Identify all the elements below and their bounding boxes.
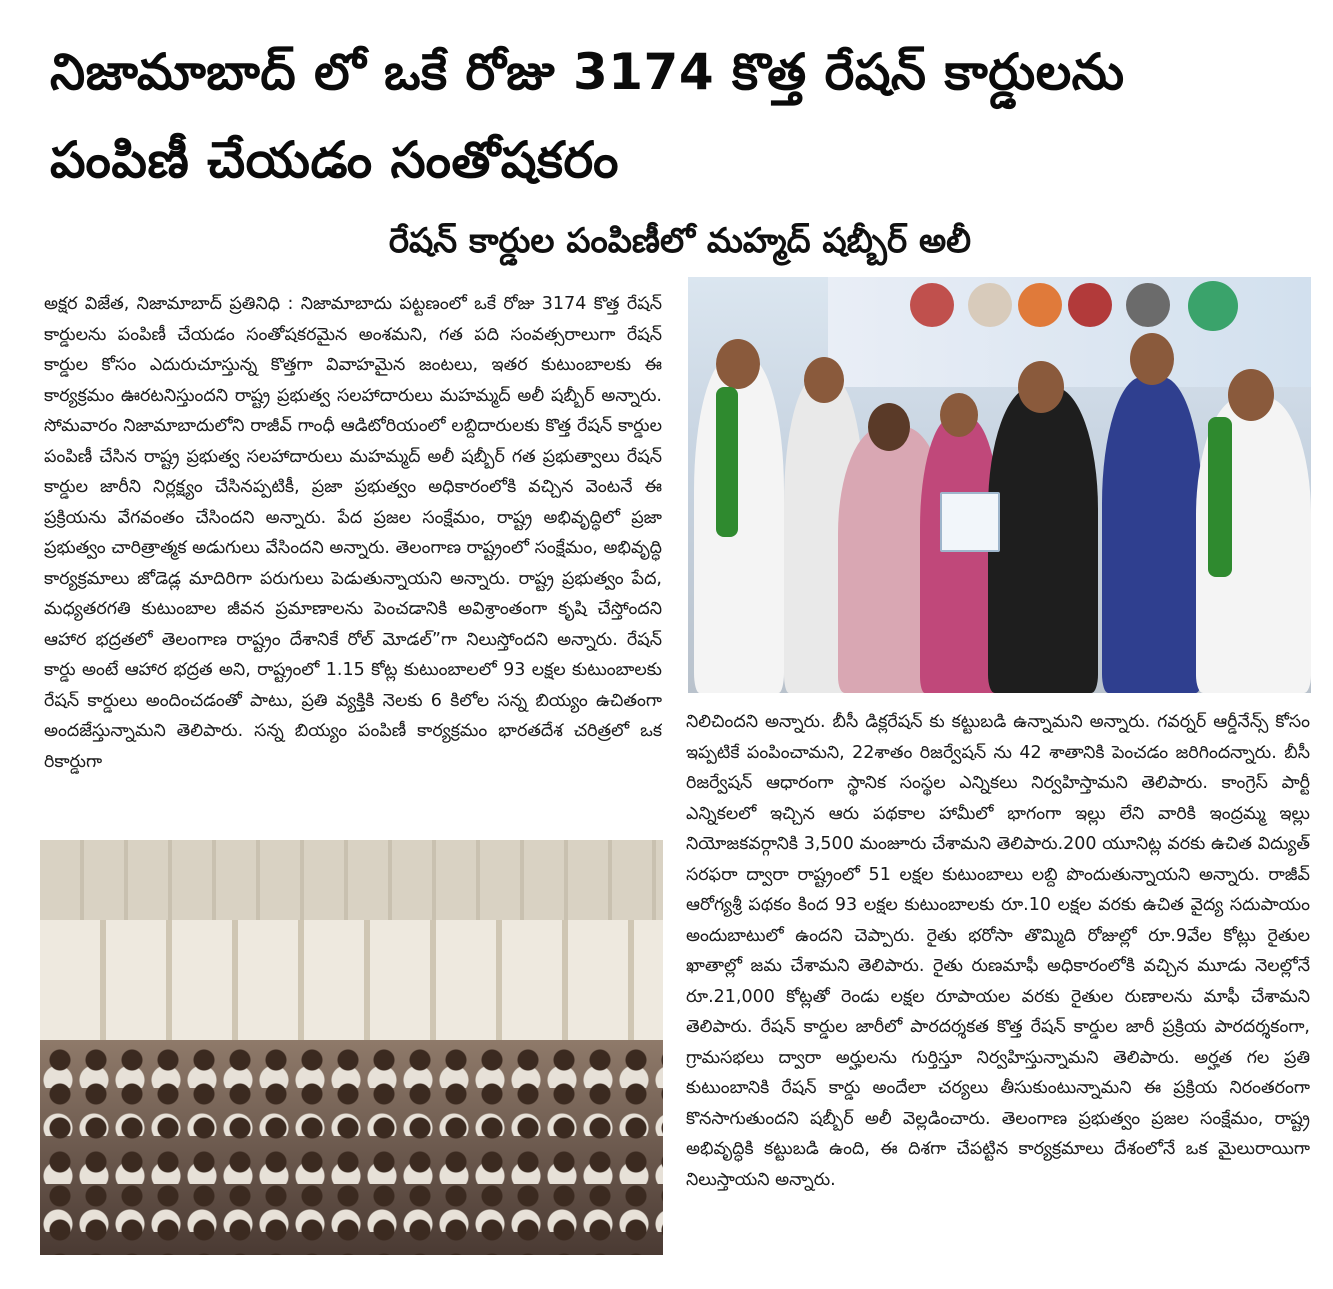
auditorium-wall xyxy=(40,920,663,1060)
auditorium-ceiling xyxy=(40,840,663,920)
ceremony-photo xyxy=(688,277,1311,693)
stage-banner xyxy=(828,277,1311,387)
person-in-black-vest xyxy=(988,387,1098,693)
person-head xyxy=(940,393,978,437)
person-head xyxy=(804,357,844,403)
person-head xyxy=(1228,369,1274,421)
person-in-blue-shirt xyxy=(1102,377,1202,693)
green-scarf xyxy=(716,387,738,537)
headline-line-2: పంపిణీ చేయడం సంతోషకరం xyxy=(50,131,619,189)
seated-audience xyxy=(40,1040,663,1255)
person-head xyxy=(868,403,910,451)
banner-portrait xyxy=(910,283,954,327)
person xyxy=(694,357,784,693)
banner-portrait xyxy=(1068,283,1112,327)
person-head xyxy=(1018,361,1064,413)
audience-photo xyxy=(40,840,663,1255)
banner-portrait xyxy=(1126,283,1170,327)
article-body-left-column: అక్షర విజేత, నిజామాబాద్ ప్రతినిధి : నిజామాబాదు పట్టణంలో ఒకే రోజు 3174 కొత్త రేషన్ కార్డులను పంపిణీ చేయడం సంతోషకరమైన అంశమని, గత పది సంవత్సరాలుగా రేషన్ కార్డుల కోసం ఎదురుచూస్తున్న కొత్తగా వివాహమైన జంటలు, ఇతర కుటుంబాలకు ఈ కార్యక్రమం ఊరటనిస్తుందని రాష్ట్ర ప్రభుత్వ సలహాదారులు మహమ్మద్ అలీ షబ్బీర్ అన్నారు. సోమవారం నిజామాబాదులోని రాజీవ్ గాంధీ ఆడిటోరియంలో లబ్దిదారులకు కొత్త రేషన్ కార్డుల పంపిణీ చేసిన రాష్ట్ర ప్రభుత్వ సలహాదారులు మహమ్మద్ అలీ షబ్బీర్ గత ప్రభుత్వాలు రేషన్ కార్డుల జారీని నిర్లక్ష్యం చేసినప్పటికీ, ప్రజా ప్రభుత్వం అధికారంలోకి వచ్చిన వెంటనే ఈ ప్రక్రియను వేగవంతం చేసిందని అన్నారు. పేద ప్రజల సంక్షేమం, రాష్ట్ర అభివృద్ధిలో ప్రజా ప్రభుత్వం చారిత్రాత్మక అడుగులు వేసిందని అన్నారు. తెలంగాణ రాష్ట్రంలో సంక్షేమం, అభివృద్ధి కార్యక్రమాలు జోడెడ్ల మాదిరిగా పరుగులు పెడుతున్నాయని అన్నారు. రాష్ట్ర ప్రభుత్వం పేద, మధ్యతరగతి కుటుంబాల జీవన ప్రమాణాలను పెంచడానికి అవిశ్రాంతంగా కృషి చేస్తోందని ఆహార భద్రతలో తెలంగాణ రాష్ట్రం దేశానికే రోల్ మోడల్”గా నిలుస్తోందని అన్నారు. రేషన్ కార్డు అంటే ఆహార భద్రత అని, రాష్ట్రంలో 1.15 కోట్ల కుటుంబాలలో 93 లక్షల కుటుంబాలకు రేషన్ కార్డులు అందించడంతో పాటు, ప్రతి వ్యక్తికి నెలకు 6 కిలోల సన్న బియ్యం ఉచితంగా అందజేస్తున్నామని తెలిపారు. సన్న బియ్యం పంపిణీ కార్యక్రమం భారతదేశ చరిత్రలో ఒక రికార్డుగా xyxy=(44,294,662,772)
person-head xyxy=(716,339,760,389)
ration-card xyxy=(940,492,1000,552)
person-head xyxy=(1130,333,1174,385)
banner-portrait xyxy=(1018,283,1062,327)
banner-portrait xyxy=(968,283,1012,327)
article-body-right-column: నిలిచిందని అన్నారు. బీసీ డిక్లరేషన్ కు కట్టుబడి ఉన్నామని అన్నారు. గవర్నర్ ఆర్డీనేన్స్ కోసం ఇప్పటికే పంపించామని, 22శాతం రిజర్వేషన్ ను 42 శాతానికి పెంచడం జరిగిందన్నారు. బీసీ రిజర్వేషన్ ఆధారంగా స్థానిక సంస్థల ఎన్నికలు నిర్వహిస్తామని తెలిపారు. కాంగ్రెస్ పార్టీ ఎన్నికలలో ఇచ్చిన ఆరు పథకాల హామీలో భాగంగా ఇల్లు లేని వారికి ఇంద్రమ్మ ఇల్లు నియోజకవర్గానికి 3,500 మంజూరు చేశామని తెలిపారు.200 యూనిట్ల వరకు ఉచిత విద్యుత్ సరఫరా ద్వారా రాష్ట్రంలో 51 లక్షల కుటుంబాలు లబ్ది పొందుతున్నాయని అన్నారు. రాజీవ్ ఆరోగ్యశ్రీ పథకం కింద 93 లక్షల కుటుంబాలకు రూ.10 లక్షల వరకు ఉచిత వైద్య సదుపాయం అందుబాటులో ఉందని చెప్పారు. రైతు భరోసా తొమ్మిది రోజుల్లో రూ.9వేల కోట్లు రైతుల ఖాతాల్లో జమ చేశామని తెలిపారు. రైతు రుణమాఫీ అధికారంలోకి వచ్చిన మూడు నెలల్లోనే రూ.21,000 కోట్లతో రెండు లక్షల రూపాయల వరకు రైతుల రుణాలను మాఫీ చేశామని తెలిపారు. రేషన్ కార్డుల జారీలో పారదర్శకత కొత్త రేషన్ కార్డుల జారీ ప్రక్రియ పారదర్శకంగా, గ్రామసభలు ద్వారా అర్హులను గుర్తిస్తూ నిర్వహిస్తున్నామని తెలిపారు. అర్హత గల ప్రతి కుటుంబానికి రేషన్ కార్డు అందేలా చర్యలు తీసుకుంటున్నామని ఈ ప్రక్రియ నిరంతరంగా కొనసాగుతుందని షబ్బీర్ అలీ వెల్లడించారు. తెలంగాణ ప్రభుత్వం ప్రజల సంక్షేమం, రాష్ట్ర అభివృద్ధికి కట్టుబడి ఉంది, ఈ దిశగా చేపట్టిన కార్యక్రమాలు దేశంలోనే ఒక మైలురాయిగా నిలుస్తాయని అన్నారు. xyxy=(686,712,1310,1190)
telangana-emblem xyxy=(1188,281,1238,331)
headline-line-1: నిజామాబాద్ లో ఒకే రోజు 3174 కొత్త రేషన్ కార్డులను xyxy=(50,43,1125,101)
green-scarf xyxy=(1208,417,1232,577)
subheadline: రేషన్ కార్డుల పంపిణీలో మహ్మద్ షబ్బీర్ అలీ xyxy=(388,221,972,261)
